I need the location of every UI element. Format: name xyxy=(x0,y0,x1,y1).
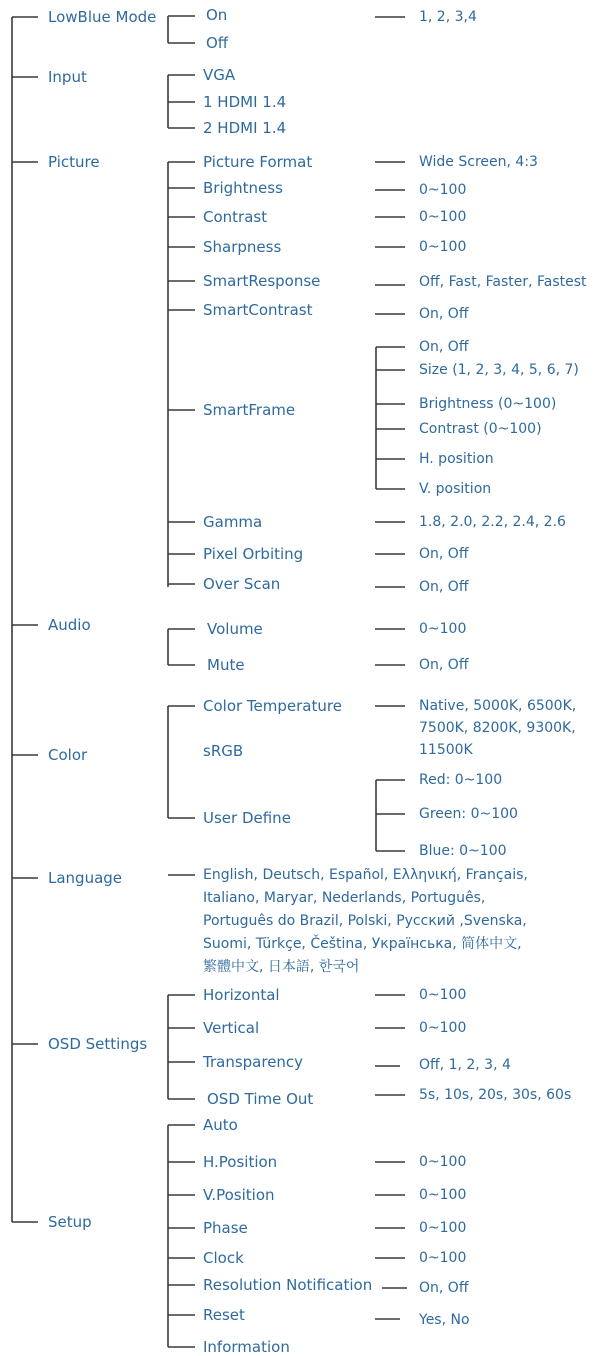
submenu-item: Sharpness xyxy=(203,238,282,256)
value-text: 0~100 xyxy=(419,621,467,637)
submenu-item: SmartResponse xyxy=(203,272,321,290)
submenu-item: Auto xyxy=(203,1116,238,1134)
menu-picture: Picture xyxy=(48,153,100,171)
value-text: Blue: 0~100 xyxy=(419,843,507,859)
value-text: 0~100 xyxy=(419,182,467,198)
submenu-item: Contrast xyxy=(203,208,268,226)
value-text: Off, 1, 2, 3, 4 xyxy=(419,1057,511,1073)
submenu-item: Reset xyxy=(203,1306,245,1324)
submenu-item: Brightness xyxy=(203,179,283,197)
submenu-item: Off xyxy=(206,34,229,52)
value-text: 0~100 xyxy=(419,1187,467,1203)
value-text: Green: 0~100 xyxy=(419,806,518,822)
submenu-item: User Define xyxy=(203,809,291,827)
submenu-item: SmartContrast xyxy=(203,301,313,319)
value-text: 0~100 xyxy=(419,1220,467,1236)
value-text: Size (1, 2, 3, 4, 5, 6, 7) xyxy=(419,362,579,378)
submenu-item: 1 HDMI 1.4 xyxy=(203,93,287,111)
value-text: Contrast (0~100) xyxy=(419,421,542,437)
submenu-item: sRGB xyxy=(203,742,244,760)
value-text: 繁體中文, 日本語, 한국어 xyxy=(203,959,360,975)
value-text: 0~100 xyxy=(419,1020,467,1036)
value-text: 0~100 xyxy=(419,239,467,255)
value-text: 7500K, 8200K, 9300K, xyxy=(419,720,576,736)
value-text: English, Deutsch, Español, Ελληνική, Français, xyxy=(203,867,528,883)
submenu-item: Gamma xyxy=(203,513,263,531)
value-text: 0~100 xyxy=(419,209,467,225)
value-text: Red: 0~100 xyxy=(419,772,503,788)
submenu-item: Transparency xyxy=(203,1053,304,1071)
submenu-item: V.Position xyxy=(203,1186,275,1204)
menu-input: Input xyxy=(48,68,87,86)
value-text: Português do Brazil, Polski, Русский ,Svenska, xyxy=(203,913,527,929)
value-text: On, Off xyxy=(419,657,469,673)
value-text: On, Off xyxy=(419,546,469,562)
submenu-item: H.Position xyxy=(203,1153,278,1171)
menu-audio: Audio xyxy=(48,616,91,634)
value-text: 1.8, 2.0, 2.2, 2.4, 2.6 xyxy=(419,514,566,530)
value-text: Yes, No xyxy=(419,1312,470,1328)
menu-setup: Setup xyxy=(48,1213,92,1231)
value-text: 0~100 xyxy=(419,1154,467,1170)
value-text: On, Off xyxy=(419,339,469,355)
value-text: Italiano, Maryar, Nederlands, Português, xyxy=(203,890,486,906)
value-text: Wide Screen, 4:3 xyxy=(419,154,538,170)
value-text: On, Off xyxy=(419,579,469,595)
submenu-item: Vertical xyxy=(203,1019,260,1037)
menu-language: Language xyxy=(48,869,123,887)
submenu-item: Resolution Notification xyxy=(203,1276,373,1294)
value-text: 5s, 10s, 20s, 30s, 60s xyxy=(419,1087,572,1103)
value-text: H. position xyxy=(419,451,494,467)
submenu-item: Over Scan xyxy=(203,575,281,593)
value-text: 0~100 xyxy=(419,987,467,1003)
value-text: 1, 2, 3,4 xyxy=(419,9,477,25)
submenu-item: OSD Time Out xyxy=(207,1090,314,1108)
submenu-item: Picture Format xyxy=(203,153,313,171)
submenu-item: Color Temperature xyxy=(203,697,342,715)
submenu-item: Information xyxy=(203,1338,290,1356)
submenu-item: Mute xyxy=(207,656,245,674)
submenu-item: SmartFrame xyxy=(203,401,296,419)
submenu-item: On xyxy=(206,6,228,24)
menu-lowblue-mode: LowBlue Mode xyxy=(48,8,157,26)
value-text: On, Off xyxy=(419,306,469,322)
value-text: 11500K xyxy=(419,742,473,758)
value-text: 0~100 xyxy=(419,1250,467,1266)
value-text: Native, 5000K, 6500K, xyxy=(419,698,577,714)
submenu-item: VGA xyxy=(203,66,236,84)
value-text: Off, Fast, Faster, Fastest xyxy=(419,274,587,290)
submenu-item: Phase xyxy=(203,1219,248,1237)
submenu-item: Volume xyxy=(207,620,263,638)
menu-color: Color xyxy=(48,746,88,764)
value-text: V. position xyxy=(419,481,492,497)
submenu-item: Clock xyxy=(203,1249,244,1267)
value-text: Suomi, Türkçe, Čeština, Українська, 简体中文, xyxy=(203,936,522,952)
menu-osd-settings: OSD Settings xyxy=(48,1035,148,1053)
submenu-item: 2 HDMI 1.4 xyxy=(203,119,287,137)
submenu-item: Pixel Orbiting xyxy=(203,545,304,563)
value-text: Brightness (0~100) xyxy=(419,396,557,412)
value-text: On, Off xyxy=(419,1280,469,1296)
submenu-item: Horizontal xyxy=(203,986,280,1004)
